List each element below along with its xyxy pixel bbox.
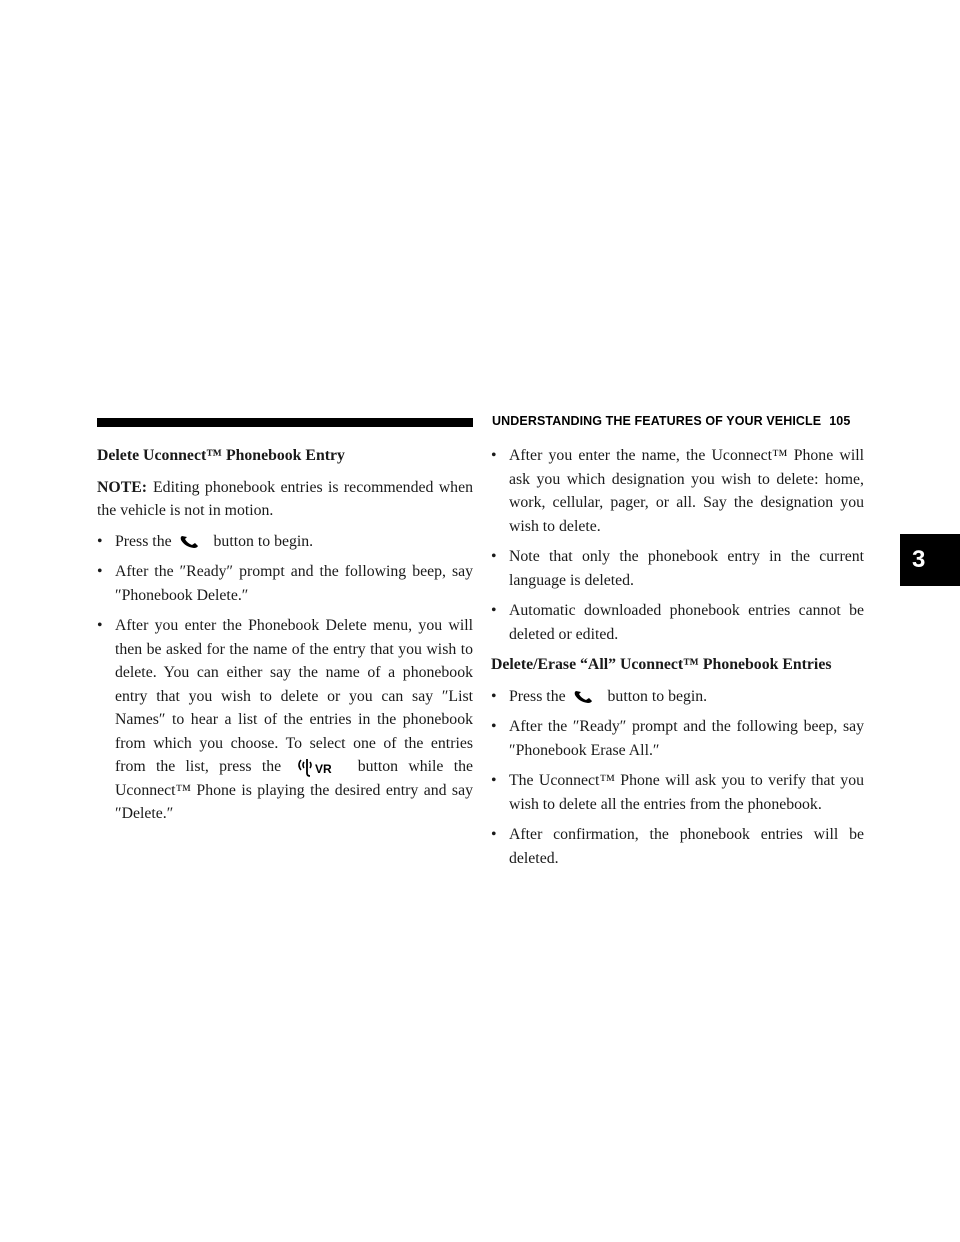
list-item-text-pre: Press the: [509, 687, 566, 705]
bullet-glyph: •: [491, 772, 497, 789]
list-item-text: After the ″Ready″ prompt and the following beep, say ″Phonebook Delete.″: [115, 563, 473, 604]
list-item-text: After confirmation, the phonebook entries will be deleted.: [509, 826, 864, 867]
bullet-glyph: •: [97, 532, 103, 550]
note-paragraph: [97, 476, 473, 523]
instruction-list: [97, 530, 473, 826]
bullet-glyph: •: [491, 687, 497, 705]
list-item-text: Automatic downloaded phonebook entries cannot be deleted or edited.: [509, 602, 864, 643]
list-item-text: After you enter the name, the Uconnect™ Phone will ask you which designation you wish to delete: home, work, cellular, pager, or all. Say the designation you wish to delete.: [509, 447, 864, 535]
list-item: [97, 614, 473, 826]
list-item: [491, 715, 864, 762]
list-item: [491, 444, 864, 538]
list-item-text-pre: After you enter the Phonebook Delete menu, you will then be asked for the name of the entry that you wish to delete. You can either say the name of a phonebook entry that you wish to delete or you can say ″List Names″ to hear a list of the entries in the phonebook from which you choose. To select one of the entries from the list, press the: [115, 617, 473, 775]
list-item-text: After the ″Ready″ prompt and the following beep, say ″Phonebook Erase All.″: [509, 718, 864, 759]
bullet-glyph: •: [491, 826, 497, 843]
bullet-glyph: •: [97, 617, 103, 634]
list-item: [97, 530, 473, 554]
note-text: Editing phonebook entries is recommended when the vehicle is not in motion.: [97, 478, 473, 519]
bullet-glyph: •: [491, 718, 497, 735]
bullet-glyph: •: [97, 563, 103, 580]
list-item-text: Note that only the phonebook entry in the current language is deleted.: [509, 548, 864, 589]
chapter-tab: 3: [900, 534, 960, 586]
instruction-list: [491, 444, 864, 646]
list-item: [97, 560, 473, 607]
list-item: [491, 599, 864, 646]
section-heading: Delete Uconnect™ Phonebook Entry: [97, 447, 345, 464]
list-item-text-post: button to begin.: [213, 532, 314, 550]
phone-icon: [178, 534, 204, 550]
running-header: [492, 414, 850, 428]
list-item: [491, 545, 864, 592]
section-heading: Delete/Erase “All” Uconnect™ Phonebook Entries: [491, 656, 832, 673]
section-title: UNDERSTANDING THE FEATURES OF YOUR VEHICLE: [492, 414, 822, 428]
list-item: [491, 685, 864, 709]
phone-icon: [572, 689, 598, 705]
header-rule: [97, 418, 473, 427]
bullet-glyph: •: [491, 602, 497, 619]
list-item-text: The Uconnect™ Phone will ask you to verify that you wish to delete all the entries from the phonebook.: [509, 772, 864, 813]
bullet-glyph: •: [491, 548, 497, 565]
instruction-list: [491, 685, 864, 871]
list-item: [491, 769, 864, 816]
list-item: [491, 823, 864, 870]
list-item-text-post: button while the Uconnect™ Phone is playing the desired entry and say ″Delete.″: [115, 758, 473, 822]
page-number: 105: [829, 414, 851, 428]
list-item-text-post: button to begin.: [607, 687, 708, 705]
note-label: NOTE:: [97, 478, 148, 496]
voice-recognition-icon: [295, 756, 343, 778]
list-item-text-pre: Press the: [115, 532, 172, 550]
bullet-glyph: •: [491, 447, 497, 464]
right-column: [491, 444, 864, 877]
svg-text:VR: VR: [315, 762, 333, 777]
left-column: [97, 444, 473, 833]
